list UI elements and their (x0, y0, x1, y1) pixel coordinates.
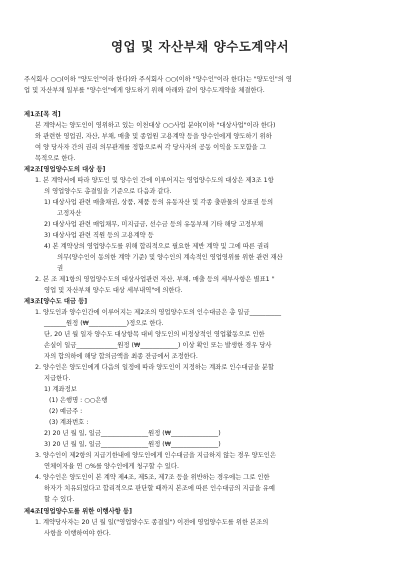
article-3-line: 연체이자율 연 ○%를 양수인에게 청구할 수 있다. (44, 463, 179, 470)
article-4-line: 1. 계약당사자는 20 년 월 일("영업양수도 종결일") 이전에 영업양수도를 위한 본조의 (35, 519, 269, 526)
article-2-heading: 제2조[영업양수도의 대상 등] (24, 166, 106, 173)
article-1-line: 목적으로 한다. (35, 155, 76, 162)
article-3-line: 1) 계좌정보 (44, 386, 77, 393)
article-2-line: 4) 본 계약상의 영업양수도를 위해 합리적으로 필요한 제반 계약 및 그에 따른 권리 (44, 243, 270, 250)
article-3-line: 4. 양수인은 양도인이 본 계약 제4조, 제5조, 제7조 등을 위반하는 경우에는 그로 인한 (35, 474, 270, 481)
document-title: 영업 및 자산부채 양수도계약서 (110, 39, 290, 54)
article-3-line: 지급한다. (44, 375, 71, 382)
article-3-line: (3) 계좌번호 : (49, 419, 89, 426)
article-2-line: 고정자산 (57, 210, 82, 217)
article-3-line: (1) 은행명 : ○○은행 (49, 397, 108, 404)
article-2-line: 2) 대상사업 관련 매입채무, 미지급금, 선수금 등의 유동부채 기타 해당 고정부채 (44, 221, 264, 228)
article-3-line: (2) 예금주 : (49, 408, 83, 415)
article-2-line: 2. 본 조 제1항의 영업양수도의 대상사업관련 자산, 부채, 매출 등의 세부사항은 별표1 " (35, 276, 275, 283)
article-2-line: 권 (57, 265, 64, 272)
article-1-line: 여 양 당사자 간의 권리 의무관계를 정함으로써 각 당사자의 공동 이익을 도모함을 그 (35, 144, 266, 151)
article-3-line: 2. 양수인은 양도인에게 다음의 일정에 따라 양도인이 지정하는 계좌로 인수대금을 분할 (35, 364, 274, 371)
article-3-line: 하자가 치유되었다고 합리적으로 판단할 때까지 본조에 따른 인수대금의 지급을 유예 (44, 485, 275, 492)
article-3-line: 3. 양수인이 제2항의 지급기한내에 양도인에게 인수대금을 지급하지 않는 경우 양도인은 (35, 452, 276, 459)
article-3-line: 2) 20 년 월 일, 일금_______________원정 (₩_______________) (44, 430, 221, 437)
article-4-heading: 제4조[영업양수도를 위한 이행사항 등] (24, 508, 132, 515)
intro-line: 주식회사 ○○(이하 "양도인"이라 한다)와 주식회사 ○○(이하 "양수인"이라 한다)는 "양도인"의 영 (24, 76, 292, 83)
article-1-line: 본 계약서는 양도인이 영위하고 있는 이천대상 ○○사업 분야(이하 "대상사업"이라 한다) (35, 122, 276, 129)
article-3-heading: 제3조[양수도 대금 등] (24, 298, 88, 305)
article-1-line: 와 관련한 영업권, 자산, 부채, 매출 및 종업원 고용계약 등을 양수인에게 양도하기 위하 (35, 133, 272, 140)
article-2-line: 의 영업양수도 총결일을 기준으로 다음과 같다. (44, 188, 172, 195)
article-3-line: 자의 합의하에 해당 합의금액을 최종 잔금에서 조정한다. (44, 353, 198, 360)
article-3-line: 할 수 있다. (44, 496, 75, 503)
article-2-line: 1. 본 계약서에 따라 양도인 및 양수인 간에 이루어지는 영업양수도의 대상은 제3조 1항 (35, 177, 274, 184)
article-1-heading: 제1조[목 적] (24, 111, 61, 118)
article-3-line: 단, 20 년 월 일자 양수도 대상항목 대비 양도인의 비정상적인 영업활동으로 인한 (44, 331, 265, 338)
article-3-line: 손실이 일금_____________원정 (₩____________) 이상 확인 또는 발생한 경우 당사 (44, 342, 272, 349)
article-2-line: 1) 대상사업 관련 매출채권, 상품, 제품 등의 유동자산 및 각종 출판물의 상표권 등의 (44, 199, 274, 206)
intro-line: 업 및 자산부채 일부를 "양수인"에게 양도하기 위해 아래와 같이 양수도계약을 체결한다. (24, 87, 265, 94)
article-2-line: 3) 대상사업 관련 직원 등의 고용계약 등 (44, 232, 154, 239)
article-3-line: 3) 20 년 월 일, 일금_______________원정 (₩_______________) (44, 441, 221, 448)
article-2-line: 영업 및 자산부채 양수도 대상 세부내역"에 의한다. (44, 287, 183, 294)
article-3-line: _______원정 (₩____________)정으로 한다. (44, 320, 164, 327)
article-3-line: 1. 양도인과 양수인간에 이루어지는 제2조의 영업양수도의 인수대금은 총 일금__________ (35, 309, 282, 316)
article-4-line: 사항을 이행하여야 한다. (44, 530, 111, 537)
article-2-line: 의무(양수인이 동의한 계약 기준) 및 양수인의 계속적인 영업영위를 위한 관련 재산 (57, 254, 283, 261)
